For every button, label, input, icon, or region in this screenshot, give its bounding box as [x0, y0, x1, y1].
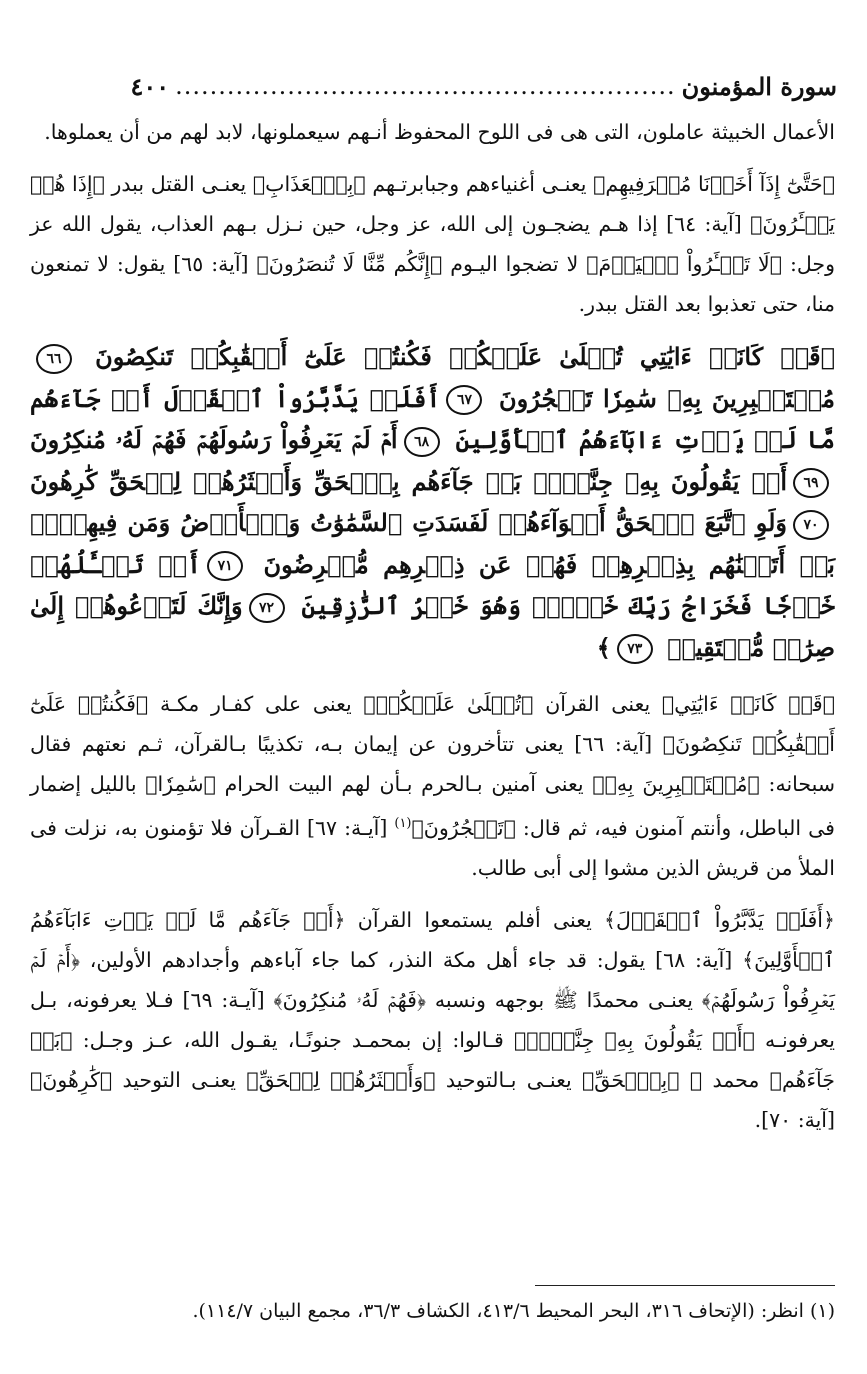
commentary-text: [آية: ٧٠]. — [754, 1107, 835, 1132]
paragraph — [30, 900, 835, 1140]
commentary-text: يعنى القرآن — [533, 692, 662, 716]
verse-text: أَمۡ يَقُولُونَ بِهِۦ جِنَّةُۢۚ بَلۡ جَآءَهُم بِٱلۡحَقِّ وَأَكۡثَرُهُمۡ لِلۡحَقِّ كَٰرِهُونَ — [30, 466, 787, 496]
commentary-text: قـالوا: إن بمحمـد جنونًـا، يقـول الله، عـز وجـل: — [72, 1027, 514, 1052]
commentary-text: يعنـى القتل ببدر — [104, 172, 253, 196]
footnote: (١) انظر: (الإتحاف ٣١٦، البحر المحيط ٤١٣/٦، الكشاف ٣٦/٣، مجمع البيان ١١٤/٧). — [192, 1300, 835, 1322]
commentary-text: [آيـة: ٦٩] فـلا يعرفونه، بـل يعرفونـه — [30, 987, 836, 1052]
verse-number-marker: ٦٧ — [446, 385, 482, 415]
verse-text: أَمۡ لَمۡ يَعۡرِفُواْ رَسُولَهُمۡ فَهُمۡ لَهُۥ مُنكِرُونَ — [30, 425, 398, 454]
commentary-text: محمد ﷺ — [679, 1067, 770, 1092]
commentary-text: يعنـى محمدًا ﷺ بوجهه ونسبه — [426, 987, 702, 1012]
verse-text: وَإِنَّكَ لَتَدۡعُوهُمۡ إِلَىٰ صِرَٰطٖ مُّسۡتَقِيمٖ — [30, 591, 835, 662]
quran-quote: ﴿أَفَلَمۡ يَدَّبَّرُواْ ٱلۡقَوۡلَ﴾ — [604, 907, 835, 932]
quran-quote: ﴿بَلۡ جَآءَهُم﴾ — [30, 1027, 835, 1092]
commentary-text: [آيـة: ٦٧] القـرآن فلا تؤمنون به، نزلت فى الملأ من قريش الذين مشوا إلى أبى طالب. — [30, 815, 835, 880]
footnote-separator — [535, 1285, 835, 1286]
paragraph — [30, 164, 835, 324]
page-header — [30, 66, 837, 106]
verse-text: مُسۡتَكۡبِرِينَ بِهِۦ سَٰمِرٗا تَهۡجُرُونَ — [488, 383, 836, 413]
verse-number-marker: ٦٨ — [404, 427, 440, 457]
quran-quote: ﴿فَكُنتُمۡ عَلَىٰٓ أَعۡقَٰبِكُمۡ تَنكِصُونَ﴾ — [30, 692, 836, 756]
commentary-text: [آية: ٦٦] يعنى تتأخرون عن إيمان بـه، تكذيبًا بـالقرآن، ثـم نعتهم فقال سبحانه: — [30, 732, 835, 796]
commentary-text: يعنى آمنين بـالحرم بـأن لهم البيت الحرام — [215, 772, 593, 796]
verse-number-marker: ٦٦ — [36, 344, 72, 374]
verse-text: ﴿قَدۡ كَانَتۡ ءَايَٰتِي تُتۡلَىٰ عَلَيۡكُمۡ فَكُنتُمۡ عَلَىٰٓ أَعۡقَٰبِكُمۡ تَنكِصُونَ — [78, 342, 835, 371]
verse-number-marker: ٧١ — [207, 551, 243, 581]
quran-quote: ﴿بِٱلۡعَذَابِ﴾ — [252, 172, 366, 196]
verse-text: أَمۡ تَسۡـَٔلُهُمۡ خَرۡجٗا فَخَرَاجُ رَبِّكَ خَيۡرٞۖ وَهُوَ خَيۡرُ ٱلرَّٰزِقِينَ — [30, 549, 835, 620]
verse-number-marker: ٧٣ — [617, 634, 653, 664]
commentary-text: الأعمال الخبيثة عاملون، التى هى فى اللوح المحفوظ أنـهم سيعملونها، لابد لهم من أن يعملوها. — [44, 120, 835, 144]
page-body — [30, 112, 835, 1152]
quran-quote: ﴿تُتۡلَىٰ عَلَيۡكُمۡ﴾ — [363, 692, 534, 716]
quran-quote: ﴿وَأَكۡثَرُهُمۡ لِلۡحَقِّ﴾ — [246, 1067, 436, 1092]
commentary-text: يعنـى التوحيد — [112, 1067, 247, 1092]
commentary-text: يعنى على كفـار مكـة — [148, 692, 364, 716]
commentary-text: لا تضجوا اليـوم — [442, 252, 587, 276]
quran-quote: ﴿كَٰرِهُونَ﴾ — [30, 1067, 113, 1092]
quran-verse-block — [30, 336, 835, 668]
quran-quote: ﴿مُسۡتَكۡبِرِينَ بِهِۦ﴾ — [592, 772, 760, 796]
quran-quote: ﴿سَٰمِرٗا﴾ — [145, 772, 216, 796]
commentary-text: يعنـى بـالتوحيد — [435, 1067, 582, 1092]
verse-text: وَلَوِ ٱتَّبَعَ ٱلۡحَقُّ أَهۡوَآءَهُمۡ لَفَسَدَتِ ٱلسَّمَٰوَٰتُ وَٱلۡأَرۡضُ وَمَن فِيهِنَّۚ بَلۡ أَتَيۡنَٰهُم بِذِكۡرِهِمۡ فَهُمۡ عَن ذِكۡرِهِم مُّعۡرِضُونَ — [30, 508, 835, 579]
page-number: ٤٠٠ — [130, 71, 170, 101]
verse-number-marker: ٧٠ — [793, 510, 829, 540]
verse-number-marker: ٧٢ — [249, 593, 285, 623]
quran-quote: ﴿أَمۡ جَآءَهُم مَّا لَمۡ يَأۡتِ ءَابَآءَهُمُ ٱلۡأَوَّلِينَ﴾ — [30, 907, 835, 972]
commentary-text: [آية: ٦٥] يقول: لا تمنعون منا، حتى تعذبوا بعد القتل ببدر. — [30, 252, 835, 316]
verse-text: أَفَلَمۡ يَدَّبَّرُواْ ٱلۡقَوۡلَ أَمۡ جَآءَهُم مَّا لَمۡ يَأۡتِ ءَابَآءَهُمُ ٱلۡأَوَّلِينَ — [30, 383, 835, 454]
quran-quote: ﴿إِذَا هُمۡ يَجۡـَٔرُونَ﴾ — [30, 172, 835, 236]
quran-quote: ﴿بِٱلۡحَقِّ﴾ — [582, 1067, 680, 1092]
quran-quote: ﴿أَمۡ يَقُولُونَ بِهِۦ جِنَّةُۢۚ﴾ — [513, 1027, 755, 1052]
quran-quote: ﴿فَهُمۡ لَهُۥ مُنكِرُونَ﴾ — [273, 987, 426, 1012]
quran-quote: ﴿قَدۡ كَانَتۡ ءَايَٰتِي﴾ — [661, 692, 835, 716]
verse-number-marker: ٦٩ — [793, 468, 829, 498]
surah-title: سورة المؤمنون — [681, 71, 837, 101]
paragraph — [30, 112, 835, 152]
quran-quote: ﴿إِنَّكُم مِّنَّا لَا تُنصَرُونَ﴾ — [256, 252, 443, 276]
quran-quote: ﴿أَمۡ لَمۡ يَعۡرِفُواْ رَسُولَهُمۡ﴾ — [30, 947, 835, 1012]
commentary-text: بالليل إضمار فى الباطل، وأنتم آمنون فيه، ثم قال: — [30, 772, 835, 840]
verse-text: ﴾ — [596, 632, 611, 662]
quran-quote: ﴿تَهۡجُرُونَ﴾ — [411, 815, 516, 840]
footnote-marker: (١) — [394, 816, 412, 831]
quran-quote: ﴿حَتَّىٰٓ إِذَآ أَخَذۡنَا مُتۡرَفِيهِم﴾ — [593, 172, 835, 196]
quran-quote: ﴿لَا تَجۡـَٔرُواْ ٱلۡيَوۡمَ﴾ — [586, 252, 783, 276]
commentary-text: يعنى أفلم يستمعوا القرآن — [345, 907, 605, 932]
commentary-text: [آية: ٦٤] إذا هـم يضجـون إلى الله، عز وجل، حين نـزل بـهم العذاب، يقول الله عز وجل: — [30, 212, 835, 276]
commentary-text: [آية: ٦٨] يقول: قد جاء أهل مكة النذر، كما جاء آباءهم وأجدادهم الأولين، — [79, 947, 743, 972]
header-dots: .......................................................... — [175, 72, 676, 100]
paragraph — [30, 684, 835, 888]
commentary-text: يعنـى أغنياءهم وجبابرتـهم — [365, 172, 594, 196]
